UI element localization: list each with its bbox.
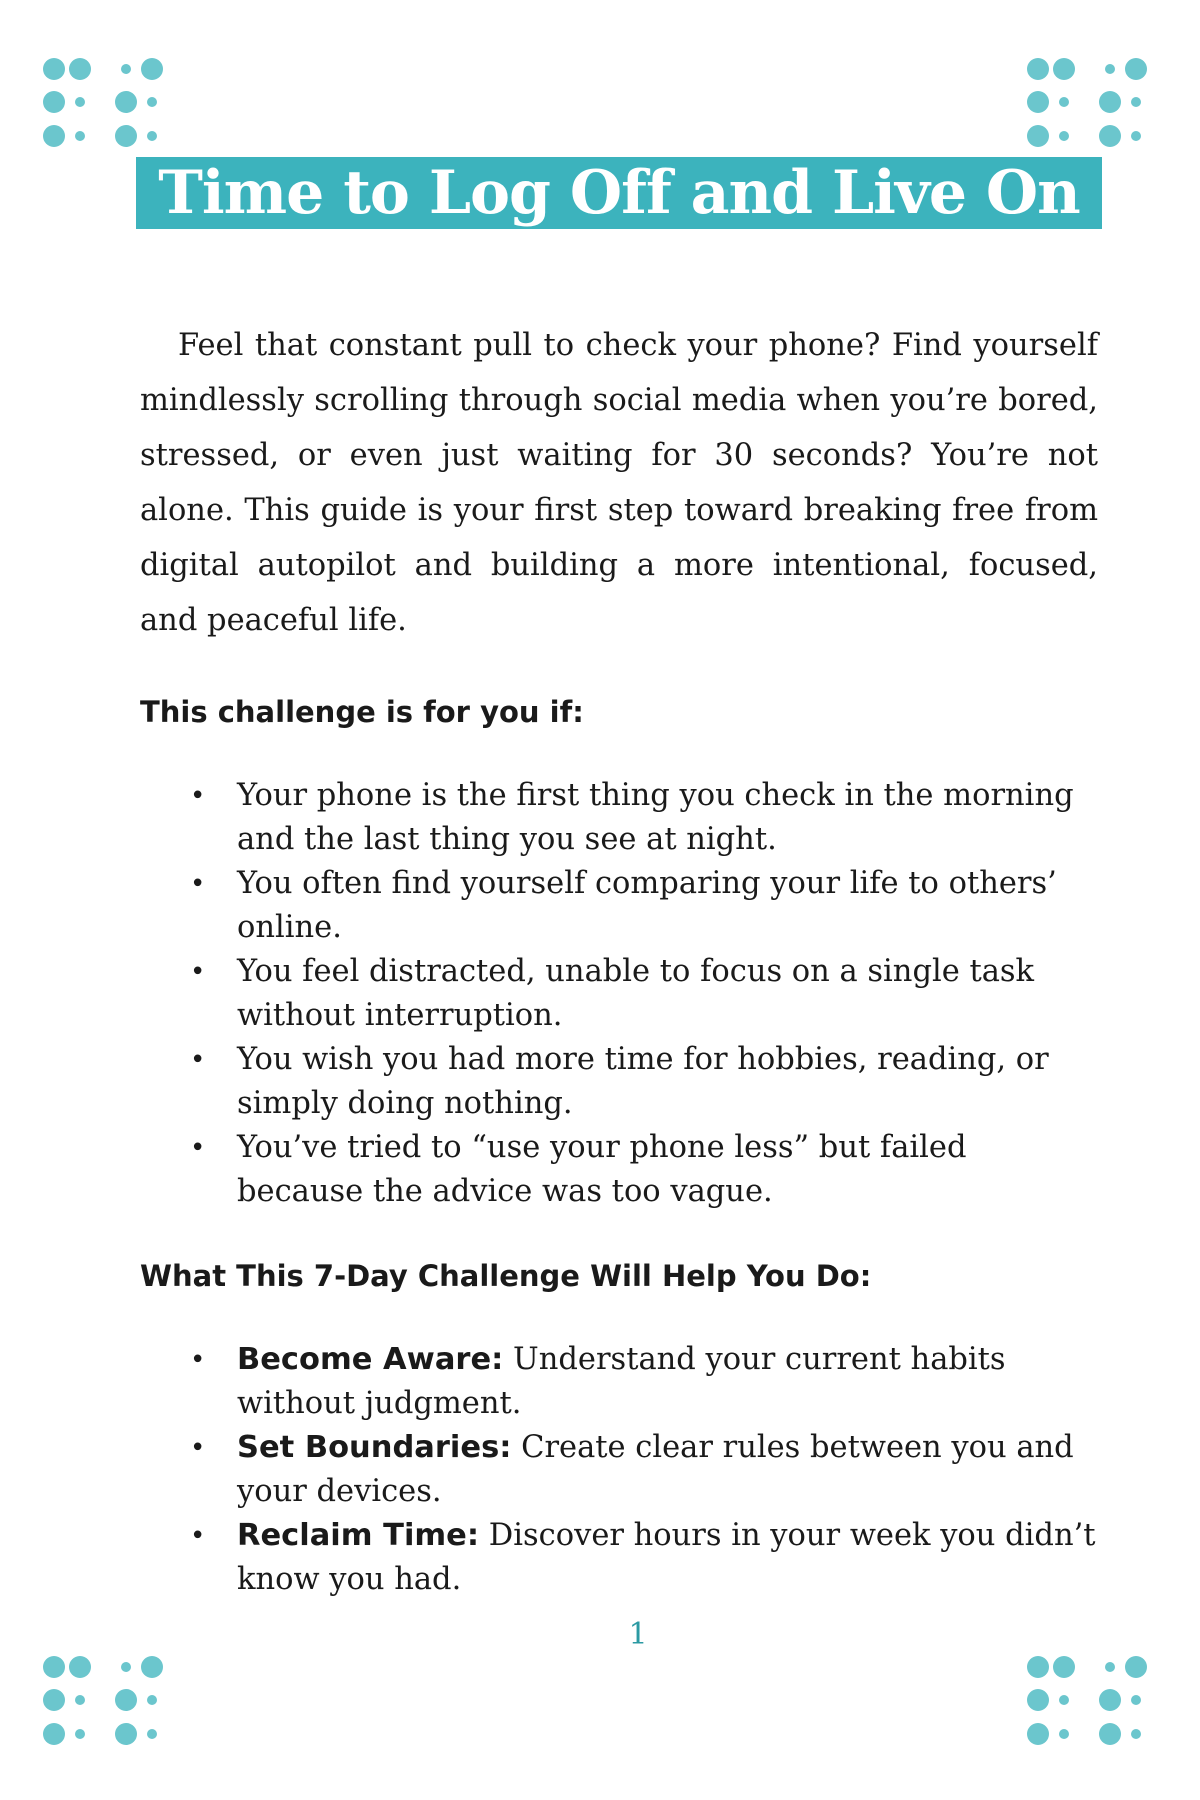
list-item-text: You wish you had more time for hobbies, reading, or simply doing nothing. bbox=[237, 1042, 1049, 1121]
bullet-icon: • bbox=[190, 1345, 206, 1375]
bullet-icon: • bbox=[190, 781, 206, 811]
benefit-term: Set Boundaries: bbox=[237, 1430, 512, 1465]
braille-dots-icon bbox=[42, 1655, 180, 1751]
intro-paragraph: Feel that constant pull to check your phone? Find yourself mindlessly scrolling through social media when you’re bored, stressed, or even just waiting for 30 seconds? You’re not alone. This guide is your first step toward breaking free from digital autopilot and building a more intentional, focused, and peaceful life. bbox=[140, 328, 1098, 638]
benefit-term: Become Aware: bbox=[237, 1342, 504, 1377]
list-item-text: You often find yourself comparing your life to others’ online. bbox=[237, 866, 1057, 945]
list-item bbox=[140, 950, 1098, 1038]
braille-dots-icon bbox=[1026, 57, 1164, 153]
list-item bbox=[140, 1426, 1098, 1514]
benefit-text: Understand your current habits without judgment. bbox=[237, 1342, 1006, 1421]
benefits-list bbox=[140, 1338, 1098, 1602]
bullet-icon: • bbox=[190, 957, 206, 987]
list-item bbox=[140, 1126, 1098, 1214]
bullet-icon: • bbox=[190, 1133, 206, 1163]
title-banner bbox=[136, 157, 1102, 229]
bullet-icon: • bbox=[190, 869, 206, 899]
list-item-text: You feel distracted, unable to focus on a single task without interruption. bbox=[237, 954, 1035, 1033]
section-heading-benefits: What This 7-Day Challenge Will Help You Do: bbox=[140, 1259, 872, 1293]
bullet-icon: • bbox=[190, 1433, 206, 1463]
braille-dots-icon bbox=[1026, 1655, 1164, 1751]
list-item bbox=[140, 1038, 1098, 1126]
benefit-text: Discover hours in your week you didn’t know you had. bbox=[237, 1518, 1096, 1597]
benefit-term: Reclaim Time: bbox=[237, 1518, 480, 1553]
section-heading-audience: This challenge is for you if: bbox=[140, 695, 584, 729]
braille-dots-icon bbox=[42, 57, 180, 153]
bullet-icon: • bbox=[190, 1045, 206, 1075]
main-content bbox=[140, 318, 1098, 1602]
list-item bbox=[140, 1514, 1098, 1602]
list-item bbox=[140, 862, 1098, 950]
bullet-icon: • bbox=[190, 1521, 206, 1551]
audience-list bbox=[140, 774, 1098, 1214]
list-item-text: You’ve tried to “use your phone less” but failed because the advice was too vague. bbox=[237, 1130, 967, 1209]
page-title: Time to Log Off and Live On bbox=[158, 158, 1080, 228]
list-item-text: Your phone is the first thing you check in the morning and the last thing you see at night. bbox=[237, 778, 1074, 857]
benefit-text: Create clear rules between you and your devices. bbox=[237, 1430, 1074, 1509]
list-item bbox=[140, 774, 1098, 862]
list-item bbox=[140, 1338, 1098, 1426]
page-number: 1 bbox=[628, 1617, 648, 1652]
